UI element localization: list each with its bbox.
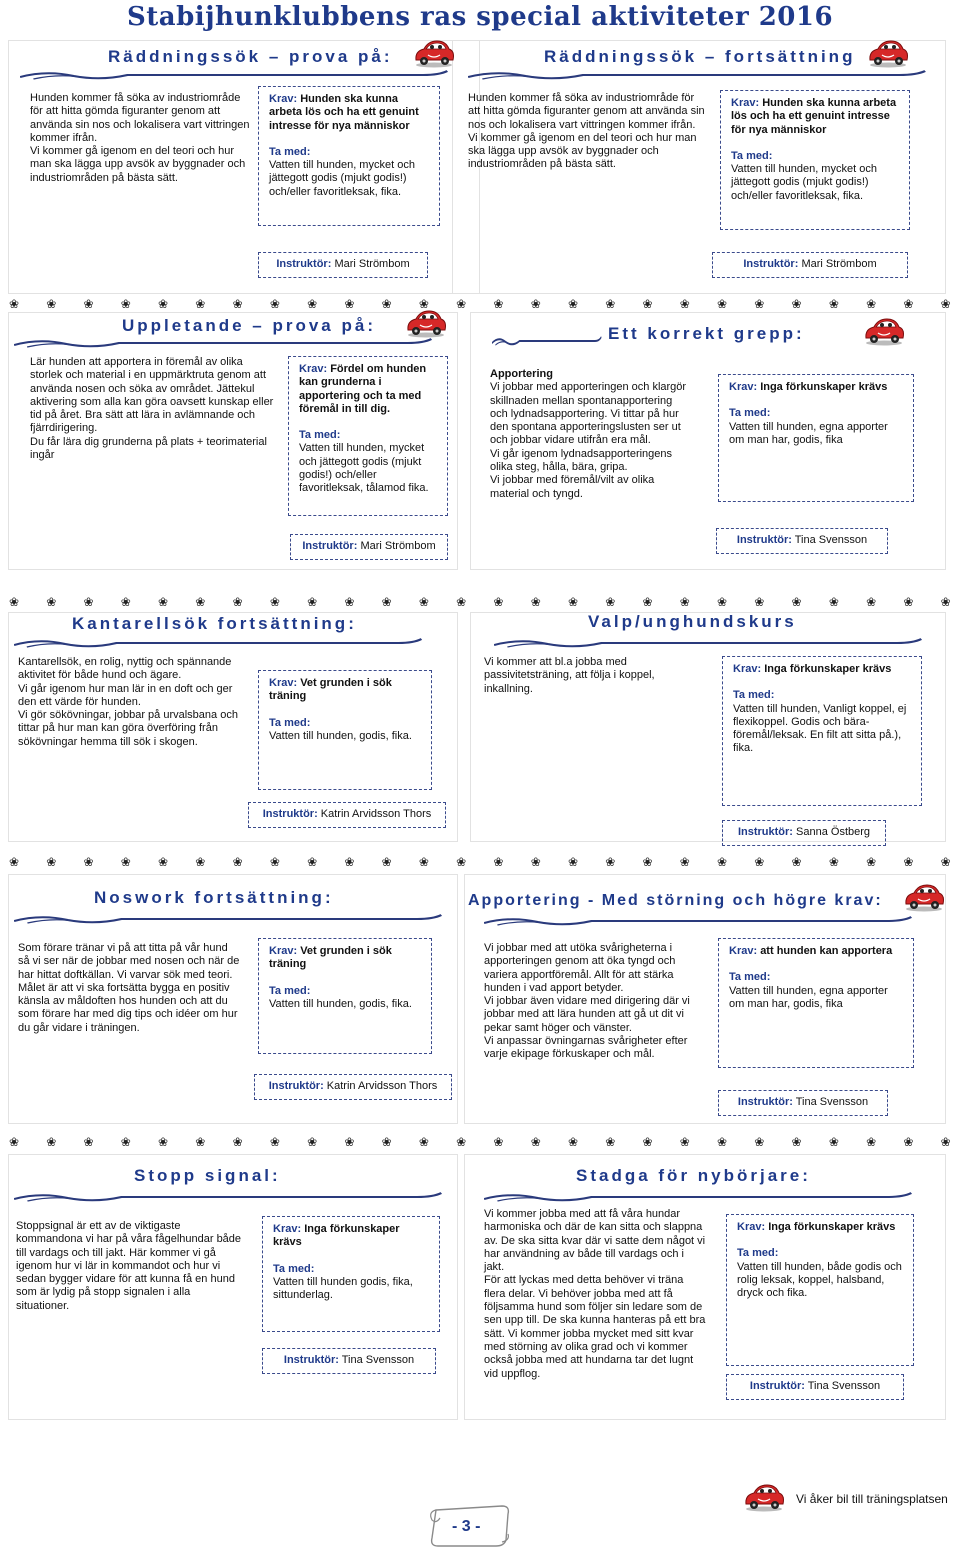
paw-print-icon: ❀ bbox=[567, 595, 579, 609]
krav-text: Inga förkunskaper krävs bbox=[760, 381, 888, 393]
paw-print-icon: ❀ bbox=[791, 1135, 802, 1149]
paw-print-icon: ❀ bbox=[866, 855, 877, 869]
paw-print-icon: ❀ bbox=[46, 855, 57, 869]
requirements-box: Krav: Inga förkunskaper krävs Ta med: Vatten till hunden, både godis och rolig leksak, koppel, halsband, dryck och fika. bbox=[726, 1214, 914, 1366]
paw-print-icon: ❀ bbox=[940, 855, 951, 869]
paw-print-icon: ❀ bbox=[232, 1135, 243, 1149]
paw-print-icon: ❀ bbox=[46, 595, 57, 609]
instructor-name: Katrin Arvidsson Thors bbox=[320, 808, 432, 820]
instructor-name: Tina Svensson bbox=[794, 534, 868, 546]
instructor-box: Instruktör: Tina Svensson bbox=[726, 1374, 904, 1400]
section-text: Vi jobbar med att utöka svårigheterna i apporteringen genom att öka tyngd och variera apportföremål. Allt för att stärka hunden i vad apport betyder. Vi jobbar även vidare med dirigering där vi jobbar med att lära hunden att gå ut dit vi pekar samt höger och vänster. Vi anpassar övningarnas svårigheter efter varje ekipage förkuskaper och mål. bbox=[484, 942, 690, 1061]
paw-print-icon: ❀ bbox=[381, 595, 392, 609]
requirements-box: Krav: Inga förkunskaper krävs Ta med: Vatten till hunden, egna apporter om man har, godis, fika bbox=[718, 374, 914, 502]
krav-text: Hunden ska kunna arbeta lös och ha ett genuint intresse för nya människor bbox=[731, 97, 897, 136]
paw-print-icon: ❀ bbox=[232, 297, 243, 311]
instructor-name: Mari Strömbom bbox=[360, 540, 436, 552]
paw-print-icon: ❀ bbox=[83, 855, 94, 869]
paw-print-icon: ❀ bbox=[8, 297, 20, 311]
tamed-text: Vatten till hunden, godis, fika. bbox=[269, 997, 412, 1010]
paw-print-icon: ❀ bbox=[493, 595, 504, 609]
flourish-decoration bbox=[484, 1190, 914, 1204]
paw-print-icon: ❀ bbox=[344, 297, 355, 311]
paw-print-icon: ❀ bbox=[307, 855, 318, 869]
paw-print-icon: ❀ bbox=[8, 595, 20, 609]
instructor-box: Instruktör: Mari Strömbom bbox=[712, 252, 908, 278]
paw-print-icon: ❀ bbox=[791, 297, 802, 311]
paw-print-icon: ❀ bbox=[866, 297, 877, 311]
paw-print-icon: ❀ bbox=[754, 1135, 765, 1149]
tamed-text: Vatten till hunden, både godis och rolig leksak, koppel, halsband, dryck och fika. bbox=[737, 1260, 902, 1300]
paw-print-icon: ❀ bbox=[717, 855, 728, 869]
paw-print-icon: ❀ bbox=[567, 297, 579, 311]
footer-text: Vi åker bil till träningsplatsen bbox=[796, 1492, 948, 1506]
page-title: Stabijhunklubbens ras special aktiviteter 2016 bbox=[126, 2, 834, 32]
paw-print-icon: ❀ bbox=[158, 595, 169, 609]
flourish-decoration bbox=[468, 68, 928, 82]
paw-print-icon: ❀ bbox=[866, 1135, 877, 1149]
flourish-decoration bbox=[14, 912, 444, 926]
paw-print-icon: ❀ bbox=[642, 297, 653, 311]
krav-label: Krav: bbox=[269, 93, 298, 105]
section-text: Stoppsignal är ett av de viktigaste kommandona vi har på våra fågelhundar både till vardags och till jakt. Här kommer vi gå igenom hur vi lär in kommandot och hur vi sedan bygger vidare för att kunna få en hund som är lydig på stopp signalen i alla situationer. bbox=[16, 1220, 242, 1312]
section-heading: Apportering - Med störning och högre krav: bbox=[468, 892, 883, 909]
paw-print-icon: ❀ bbox=[754, 855, 765, 869]
paw-print-icon: ❀ bbox=[567, 1135, 579, 1149]
car-icon bbox=[412, 38, 456, 68]
krav-text: Fördel om hunden kan grunderna i apportering och ta med föremål in till dig. bbox=[299, 363, 427, 415]
section-text: Vi kommer att bl.a jobba med passivitetsträning, att följa i koppel, inkallning. bbox=[484, 656, 655, 695]
section-heading: Stadga för nybörjare: bbox=[576, 1166, 811, 1185]
paw-print-icon: ❀ bbox=[903, 1135, 914, 1149]
car-icon bbox=[902, 882, 946, 912]
instructor-name: Mari Strömbom bbox=[801, 258, 877, 270]
paw-print-icon: ❀ bbox=[642, 855, 653, 869]
paw-print-icon: ❀ bbox=[83, 1135, 94, 1149]
requirements-box bbox=[258, 86, 440, 226]
paw-print-icon: ❀ bbox=[307, 1135, 318, 1149]
paw-print-icon: ❀ bbox=[46, 297, 57, 311]
instructor-name: Tina Svensson bbox=[807, 1380, 881, 1392]
paw-print-icon: ❀ bbox=[195, 855, 206, 869]
paw-print-icon: ❀ bbox=[679, 595, 690, 609]
requirements-box: Krav: Inga förkunskaper krävs Ta med: Vatten till hunden godis, fika, sittunderlag. bbox=[262, 1216, 440, 1332]
paw-print-icon: ❀ bbox=[307, 595, 318, 609]
flourish-decoration bbox=[20, 68, 450, 82]
paw-print-icon: ❀ bbox=[8, 855, 20, 869]
paw-print-icon: ❀ bbox=[418, 855, 429, 869]
instructor-box: Instruktör: Sanna Östberg bbox=[722, 820, 886, 846]
paw-print-icon: ❀ bbox=[828, 297, 839, 311]
car-icon bbox=[862, 316, 906, 346]
tamed-label: Ta med: bbox=[269, 145, 311, 158]
car-icon bbox=[404, 308, 448, 338]
requirements-box: Krav: Fördel om hunden kan grunderna i apportering och ta med föremål in till dig. Ta med: Vatten till hunden, mycket och jättegott godis (mjukt godis!) och/eller favoritleksak, tålamod fika. bbox=[288, 356, 448, 516]
paw-print-icon: ❀ bbox=[903, 855, 914, 869]
paw-print-icon: ❀ bbox=[866, 595, 877, 609]
paw-print-icon: ❀ bbox=[232, 855, 243, 869]
section-heading: Valp/unghundskurs bbox=[588, 612, 797, 631]
paw-print-icon: ❀ bbox=[530, 297, 541, 311]
paw-print-icon: ❀ bbox=[344, 595, 355, 609]
paw-print-icon: ❀ bbox=[717, 1135, 728, 1149]
section-subtitle: Apportering bbox=[490, 368, 553, 380]
car-icon bbox=[866, 38, 910, 68]
paw-print-icon: ❀ bbox=[791, 855, 802, 869]
paw-print-icon: ❀ bbox=[754, 297, 765, 311]
paw-print-icon: ❀ bbox=[940, 297, 951, 311]
paw-print-divider bbox=[8, 1134, 952, 1150]
flourish-decoration bbox=[14, 336, 434, 350]
paw-print-icon: ❀ bbox=[158, 855, 169, 869]
instructor-name: Katrin Arvidsson Thors bbox=[326, 1080, 438, 1092]
section-text: Hunden kommer få söka av industriområde för att hitta gömda figuranter genom att använda sin nos och lokalisera vart vittringen kommer ifrån. Vi kommer gå igenom en del teori och hur man ska lägga upp avsök av byggnader och industriområden på bästa sätt. bbox=[468, 92, 705, 171]
paw-print-icon: ❀ bbox=[717, 297, 728, 311]
section-text: Hunden kommer få söka av industriområde för att hitta gömda figuranter genom att använda sin nos och lokalisera vart vittringen kommer ifrån. Vi kommer gå igenom en del teori och hur man ska lägga upp avsök av byggnader och industriområden på bästa sätt. bbox=[30, 92, 250, 184]
paw-print-divider bbox=[8, 296, 952, 312]
paw-print-icon: ❀ bbox=[381, 297, 392, 311]
requirements-box: Krav: Vet grunden i sök träning Ta med: Vatten till hunden, godis, fika. bbox=[258, 670, 432, 790]
paw-print-icon: ❀ bbox=[791, 595, 802, 609]
paw-print-icon: ❀ bbox=[381, 1135, 392, 1149]
paw-print-icon: ❀ bbox=[46, 1135, 57, 1149]
instructor-box: Instruktör: Mari Strömbom bbox=[290, 534, 448, 560]
paw-print-icon: ❀ bbox=[269, 595, 280, 609]
paw-print-icon: ❀ bbox=[828, 595, 839, 609]
requirements-box: Krav: Inga förkunskaper krävs Ta med: Vatten till hunden, Vanligt koppel, ej flexikoppel. Godis och bära-föremål/leksak. En filt att sitta på.), fika. bbox=[722, 656, 922, 806]
paw-print-icon: ❀ bbox=[493, 297, 504, 311]
paw-print-icon: ❀ bbox=[530, 1135, 541, 1149]
tamed-text: Vatten till hunden, mycket och jättegott godis (mjukt godis!) och/eller favoritleksak, tålamod fika. bbox=[299, 442, 429, 495]
krav-text: Inga förkunskaper krävs bbox=[764, 663, 892, 675]
tamed-text: Vatten till hunden, egna apporter om man har, godis, fika bbox=[729, 420, 888, 446]
paw-print-divider bbox=[8, 594, 952, 610]
krav-text: att hunden kan apportera bbox=[760, 945, 893, 957]
flourish-decoration bbox=[14, 1190, 444, 1204]
paw-print-icon: ❀ bbox=[381, 855, 392, 869]
paw-print-icon: ❀ bbox=[307, 297, 318, 311]
paw-print-icon: ❀ bbox=[456, 1135, 467, 1149]
paw-print-icon: ❀ bbox=[8, 1135, 20, 1149]
paw-print-icon: ❀ bbox=[195, 297, 206, 311]
paw-print-icon: ❀ bbox=[120, 1135, 131, 1149]
tamed-text: Vatten till hunden, Vanligt koppel, ej flexikoppel. Godis och bära-föremål/leksak. En filt att sitta på.), fika. bbox=[733, 702, 907, 755]
paw-print-icon: ❀ bbox=[903, 595, 914, 609]
section-heading: Uppletande – prova på: bbox=[122, 316, 376, 335]
section-heading: Räddningssök – fortsättning bbox=[544, 47, 856, 66]
paw-print-icon: ❀ bbox=[269, 855, 280, 869]
paw-print-icon: ❀ bbox=[679, 297, 690, 311]
instructor-name: Mari Strömbom bbox=[334, 258, 410, 270]
paw-print-icon: ❀ bbox=[567, 855, 579, 869]
paw-print-icon: ❀ bbox=[493, 1135, 504, 1149]
flourish-decoration bbox=[484, 914, 914, 928]
paw-print-icon: ❀ bbox=[605, 855, 616, 869]
krav-text: Vet grunden i sök träning bbox=[269, 945, 392, 971]
paw-print-icon: ❀ bbox=[940, 595, 951, 609]
tamed-text: Vatten till hunden, egna apporter om man har, godis, fika bbox=[729, 984, 888, 1010]
instructor-box: Instruktör: Tina Svensson bbox=[718, 1090, 888, 1116]
paw-print-icon: ❀ bbox=[717, 595, 728, 609]
paw-print-icon: ❀ bbox=[828, 855, 839, 869]
section-text: Vi jobbar med apporteringen och klargör skillnaden mellan spontanapportering och lydnadsapportering. Vi tittar på hur den spontana apporteringslusten ser ut och jobbar vidare utifrån era mål. Vi går igenom lydnadsapporteringens olika steg, hålla, bära, gripa. Vi jobbar med föremål/vilt av olika material och tyngd. bbox=[490, 381, 687, 500]
instructor-name: Tina Svensson bbox=[341, 1354, 415, 1366]
paw-print-icon: ❀ bbox=[120, 595, 131, 609]
paw-print-icon: ❀ bbox=[195, 595, 206, 609]
paw-print-icon: ❀ bbox=[120, 297, 131, 311]
krav-text: Inga förkunskaper krävs bbox=[273, 1223, 400, 1249]
krav-text: Vet grunden i sök träning bbox=[269, 677, 392, 703]
tamed-text: Vatten till hunden, mycket och jättegott godis (mjukt godis!) och/eller favoritleksak, fika. bbox=[731, 163, 877, 202]
section-heading: Kantarellsök fortsättning: bbox=[72, 614, 357, 633]
paw-print-icon: ❀ bbox=[456, 595, 467, 609]
section-text: Vi kommer jobba med att få våra hundar harmoniska och där de kan sitta och slappna av. De ska sitta kvar där vi satte dem något vi har användning av både till vardags och i jakt. För att lyckas med detta behöver vi träna flera delar. Vi behöver jobba med att få följsamma hund som följer sin ledare som de sen upp till. De ska kunna hanteras på ett bra sätt. Vi kommer jobba mycket med sitt kvar med störning av olika grad och vi kommer också jobba med att hundarna tar det lugnt vid uppflog. bbox=[484, 1208, 706, 1380]
requirements-box: Krav: Hunden ska kunna arbeta lös och ha ett genuint intresse för nya människor Ta med: Vatten till hunden, mycket och jättegott godis (mjukt godis!) och/eller favoritleksak, fika. bbox=[720, 90, 910, 230]
paw-print-icon: ❀ bbox=[605, 1135, 616, 1149]
flourish-decoration bbox=[494, 636, 924, 650]
paw-print-icon: ❀ bbox=[418, 1135, 429, 1149]
paw-print-icon: ❀ bbox=[642, 1135, 653, 1149]
tamed-text: Vatten till hunden godis, fika, sittunderlag. bbox=[273, 1275, 413, 1302]
instructor-name: Sanna Östberg bbox=[796, 826, 871, 838]
krav-text: Hunden ska kunna arbeta lös och ha ett genuint intresse för nya människor bbox=[269, 93, 419, 132]
paw-print-icon: ❀ bbox=[344, 855, 355, 869]
requirements-box: Krav: att hunden kan apportera Ta med: Vatten till hunden, egna apporter om man har, godis, fika bbox=[718, 938, 914, 1068]
paw-print-icon: ❀ bbox=[418, 297, 429, 311]
paw-print-icon: ❀ bbox=[642, 595, 653, 609]
paw-print-icon: ❀ bbox=[232, 595, 243, 609]
paw-print-icon: ❀ bbox=[456, 297, 467, 311]
requirements-box: Krav: Vet grunden i sök träning Ta med: Vatten till hunden, godis, fika. bbox=[258, 938, 432, 1054]
instructor-box: Instruktör: Tina Svensson bbox=[262, 1348, 436, 1374]
flourish-decoration bbox=[492, 334, 602, 348]
paw-print-icon: ❀ bbox=[605, 595, 616, 609]
section-text: Kantarellsök, en rolig, nyttig och spännande aktivitet för både hund och ägare. Vi går igenom hur man lär in en doft och ger den ett värde för hunden. Vi gör sökövningar, jobbar på urvalsbana och tittar på hur man kan göra överföring från sökövningar hemma till sök i skogen. bbox=[18, 656, 238, 748]
paw-print-icon: ❀ bbox=[903, 297, 914, 311]
paw-print-icon: ❀ bbox=[83, 595, 94, 609]
instructor-box: Instruktör: Katrin Arvidsson Thors bbox=[248, 802, 446, 828]
instructor-name: Tina Svensson bbox=[795, 1096, 869, 1108]
paw-print-icon: ❀ bbox=[605, 297, 616, 311]
krav-text: Inga förkunskaper krävs bbox=[768, 1221, 896, 1233]
section-text: Lär hunden att apportera in föremål av olika storlek och material i en uppmärktruta genom att använda nosen och söka av området. Jättekul aktivering som alla kan göra oavsett kunskap eller tid på året. Bra sätt att lära in avlämnande och fjärrdirigering. Du får lära dig grunderna på plats + teorimaterial ingår bbox=[30, 356, 274, 462]
paw-print-icon: ❀ bbox=[344, 1135, 355, 1149]
flourish-decoration bbox=[14, 636, 424, 650]
section-heading: Räddningssök – prova på: bbox=[108, 47, 393, 66]
paw-print-icon: ❀ bbox=[828, 1135, 839, 1149]
paw-print-divider bbox=[8, 854, 952, 870]
section-text-block bbox=[490, 368, 688, 501]
section-text: Som förare tränar vi på att titta på vår hund så vi ser när de jobbar med nosen och när de har hittat doftkällan. Vi varvar sök med teori. Målet är att vi ska fortsätta bygga en positiv känsla av måldoften hos hunden och att du som förare har med dig tips och idéer om hur du går vidare i träningen. bbox=[18, 942, 240, 1034]
paw-print-icon: ❀ bbox=[269, 297, 280, 311]
paw-print-icon: ❀ bbox=[418, 595, 429, 609]
instructor-box: Instruktör: Mari Strömbom bbox=[258, 252, 428, 278]
paw-print-icon: ❀ bbox=[83, 297, 94, 311]
paw-print-icon: ❀ bbox=[530, 595, 541, 609]
instructor-box: Instruktör: Tina Svensson bbox=[716, 528, 888, 554]
paw-print-icon: ❀ bbox=[456, 855, 467, 869]
paw-print-icon: ❀ bbox=[679, 855, 690, 869]
paw-print-icon: ❀ bbox=[754, 595, 765, 609]
instructor-box: Instruktör: Katrin Arvidsson Thors bbox=[254, 1074, 452, 1100]
tamed-text: Vatten till hunden, mycket och jättegott godis (mjukt godis!) och/eller favoritleksak, fika. bbox=[269, 159, 415, 198]
paw-print-icon: ❀ bbox=[158, 297, 169, 311]
tamed-text: Vatten till hunden, godis, fika. bbox=[269, 729, 412, 742]
section-heading: Ett korrekt grepp: bbox=[608, 324, 805, 343]
paw-print-icon: ❀ bbox=[158, 1135, 169, 1149]
paw-print-icon: ❀ bbox=[679, 1135, 690, 1149]
paw-print-icon: ❀ bbox=[530, 855, 541, 869]
page-number: - 3 - bbox=[452, 1518, 481, 1535]
paw-print-icon: ❀ bbox=[493, 855, 504, 869]
paw-print-icon: ❀ bbox=[120, 855, 131, 869]
paw-print-icon: ❀ bbox=[269, 1135, 280, 1149]
car-icon bbox=[742, 1482, 786, 1512]
paw-print-icon: ❀ bbox=[195, 1135, 206, 1149]
section-heading: Noswork fortsättning: bbox=[94, 888, 334, 907]
paw-print-icon: ❀ bbox=[940, 1135, 951, 1149]
section-heading: Stopp signal: bbox=[134, 1166, 281, 1185]
